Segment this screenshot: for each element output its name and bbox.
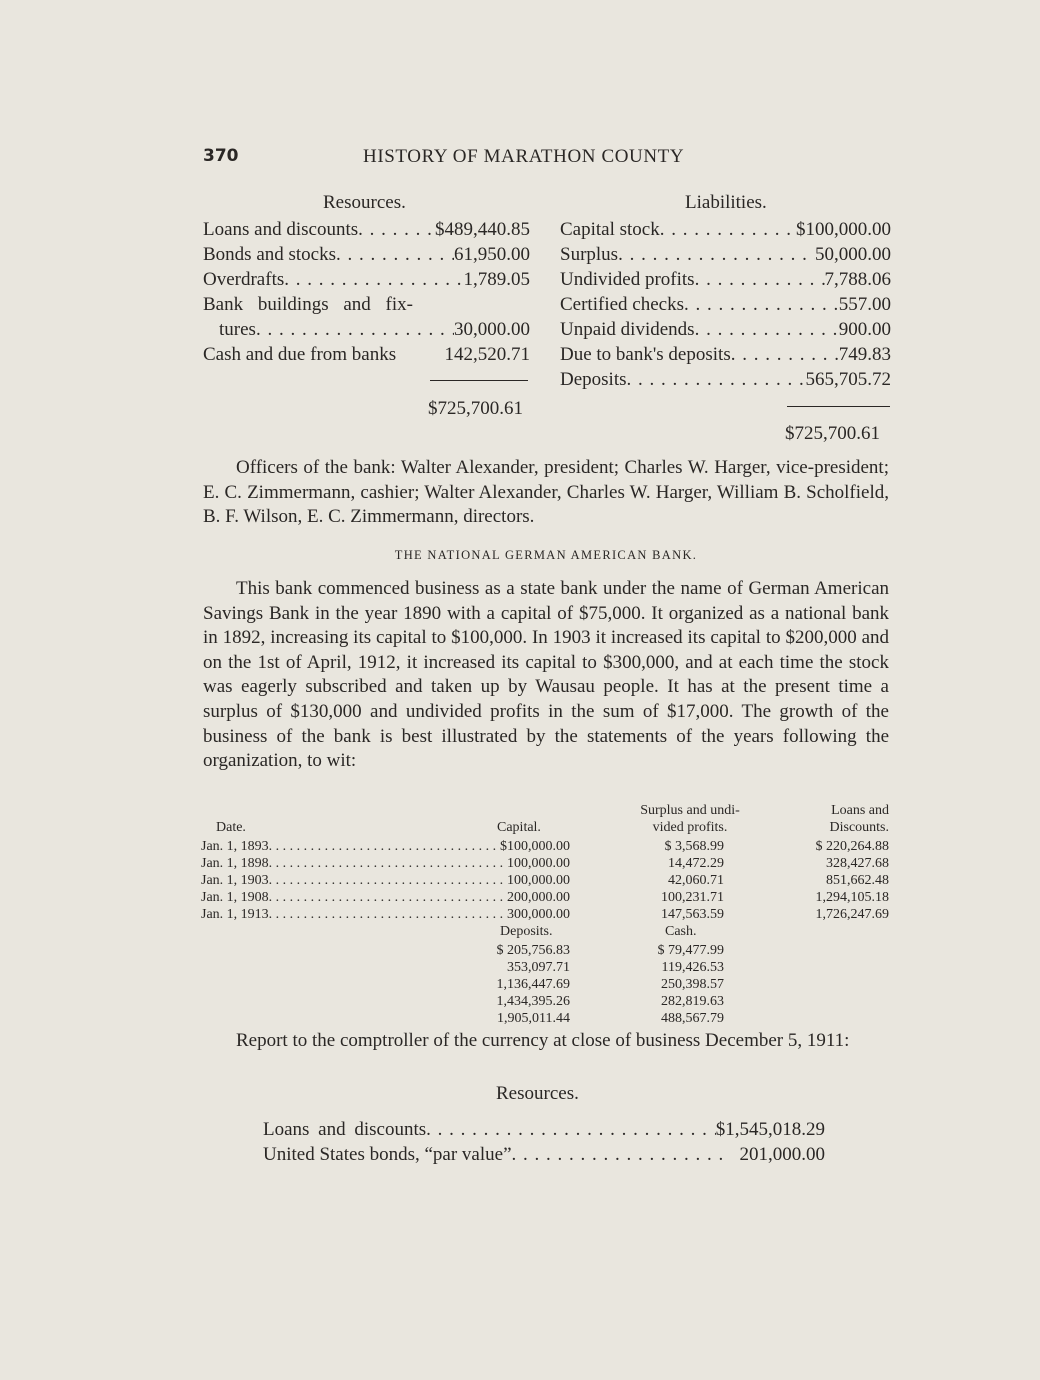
resource-row bbox=[203, 342, 530, 367]
surplus-cell: 100,231.71 bbox=[661, 890, 724, 905]
resources-total: $725,700.61 bbox=[428, 398, 523, 419]
resource-label: tures bbox=[219, 319, 256, 340]
liability-label: Deposits bbox=[560, 369, 627, 390]
liability-label: Surplus bbox=[560, 244, 619, 265]
resource-row bbox=[263, 1117, 825, 1142]
resource-row bbox=[219, 317, 530, 342]
row-date: Jan. 1, 1893 bbox=[201, 839, 269, 854]
resource-label: Cash and due from banks bbox=[203, 344, 397, 365]
row-capital: 100,000.00 bbox=[507, 856, 570, 871]
surplus-cell: $ 3,568.99 bbox=[664, 839, 724, 854]
row-date: Jan. 1, 1898 bbox=[201, 856, 269, 871]
resource-value: 1,789.05 bbox=[463, 269, 530, 290]
liability-row bbox=[560, 342, 891, 367]
row-date: Jan. 1, 1903 bbox=[201, 873, 269, 888]
cash-cell: 282,819.63 bbox=[661, 994, 724, 1009]
liability-value: $100,000.00 bbox=[796, 219, 891, 240]
resource-row bbox=[203, 267, 530, 292]
history-paragraph bbox=[203, 577, 889, 774]
table-row bbox=[201, 906, 570, 923]
loans-cell: 851,662.48 bbox=[826, 873, 889, 888]
resource-value: 201,000.00 bbox=[739, 1144, 825, 1165]
resource-label: Bank buildings and fix- bbox=[203, 294, 413, 315]
resource-value: 61,950.00 bbox=[454, 244, 530, 265]
deposits-cell: $ 205,756.83 bbox=[496, 943, 570, 958]
row-capital: 300,000.00 bbox=[507, 907, 570, 922]
liability-value: 749.83 bbox=[838, 344, 891, 365]
cash-cell: 250,398.57 bbox=[661, 977, 724, 992]
liability-label: Undivided profits bbox=[560, 269, 695, 290]
liability-value: 565,705.72 bbox=[805, 369, 891, 390]
page-number: 370 bbox=[203, 146, 239, 166]
table-row bbox=[201, 889, 570, 906]
col-header-date: Date. bbox=[216, 820, 246, 835]
surplus-cell: 42,060.71 bbox=[668, 873, 724, 888]
liability-label: Unpaid dividends bbox=[560, 319, 695, 340]
table-row bbox=[201, 855, 570, 872]
resource-label: Bonds and stocks bbox=[203, 244, 336, 265]
sum-rule bbox=[430, 380, 528, 381]
sum-rule bbox=[787, 406, 890, 407]
liability-value: 7,788.06 bbox=[824, 269, 891, 290]
history-text: This bank commenced business as a state bank under the name of German American Savings Bank in the year 1890 with a capital of $75,000. It organized as a national bank in 1892, increasing its capital to $100,000. In 1903 it increased its capital to $200,000 and on the 1st of April, 1912, it increased its capital to $300,000, and at each time the stock was eagerly subscribed and taken up by Wausau people. It has at the present time a surplus of $130,000 and undivided profits in the sum of $17,000. The growth of the business of the bank is best illustrated by the statements of the years following the organization, to wit: bbox=[203, 578, 889, 772]
resource-row bbox=[203, 242, 530, 267]
resources-heading: Resources. bbox=[323, 192, 406, 213]
report-text: Report to the comptroller of the currency at close of business December 5, 1911: bbox=[236, 1030, 850, 1051]
row-date: Jan. 1, 1908 bbox=[201, 890, 269, 905]
liability-label: Due to bank's deposits bbox=[560, 344, 731, 365]
col-header-cash: Cash. bbox=[665, 924, 697, 939]
liability-row bbox=[560, 317, 891, 342]
table-row bbox=[201, 872, 570, 889]
liability-row bbox=[560, 217, 891, 242]
report-paragraph bbox=[203, 1029, 889, 1054]
row-capital: 200,000.00 bbox=[507, 890, 570, 905]
surplus-column bbox=[620, 838, 724, 923]
loans-column bbox=[780, 838, 889, 923]
cash-cell: $ 79,477.99 bbox=[657, 943, 724, 958]
liability-label: Certified checks bbox=[560, 294, 684, 315]
resource-value: $1,545,018.29 bbox=[715, 1119, 825, 1140]
officers-text: Officers of the bank: Walter Alexander, president; Charles W. Harger, vice-president; E. C. Zimmermann, cashier; Walter Alexander, Charles W. Harger, William B. Scholfield, B. F. Wilson, E. C. Zimmermann, directors. bbox=[203, 457, 889, 528]
loans-cell: 1,726,247.69 bbox=[815, 907, 889, 922]
loans-cell: 1,294,105.18 bbox=[815, 890, 889, 905]
liability-value: 50,000.00 bbox=[815, 244, 891, 265]
loans-cell: 328,427.68 bbox=[826, 856, 889, 871]
deposits-cell: 1,136,447.69 bbox=[496, 977, 570, 992]
deposits-cell: 1,434,395.26 bbox=[496, 994, 570, 1009]
cash-cell: 488,567.79 bbox=[661, 1011, 724, 1026]
liabilities-heading: Liabilities. bbox=[685, 192, 767, 213]
resource-label: Loans and discounts bbox=[203, 219, 359, 240]
liability-row bbox=[560, 267, 891, 292]
loans-cell: $ 220,264.88 bbox=[815, 839, 889, 854]
col-header-capital: Capital. bbox=[497, 820, 541, 835]
resource-value: $489,440.85 bbox=[435, 219, 530, 240]
surplus-cell: 14,472.29 bbox=[668, 856, 724, 871]
liability-value: 557.00 bbox=[838, 294, 891, 315]
resource-label: United States bonds, “par value” bbox=[263, 1144, 512, 1165]
deposits-cell: 1,905,011.44 bbox=[497, 1011, 570, 1026]
deposits-column bbox=[470, 942, 570, 1027]
table-row bbox=[201, 838, 570, 855]
resource-label: Overdrafts bbox=[203, 269, 285, 290]
resource-row bbox=[203, 292, 530, 317]
resource-row bbox=[203, 217, 530, 242]
row-date: Jan. 1, 1913 bbox=[201, 907, 269, 922]
surplus-cell: 147,563.59 bbox=[661, 907, 724, 922]
resource-label: Loans and discounts bbox=[263, 1119, 427, 1140]
col-header-deposits: Deposits. bbox=[500, 924, 553, 939]
resource-row bbox=[263, 1142, 825, 1167]
liability-row bbox=[560, 367, 891, 392]
resource-value: 142,520.71 bbox=[444, 344, 530, 365]
cash-cell: 119,426.53 bbox=[661, 960, 724, 975]
col-header-loans-1: Loans and bbox=[831, 803, 889, 818]
col-header-loans-2: Discounts. bbox=[829, 820, 889, 835]
col-header-surplus-1: Surplus and undi- bbox=[640, 803, 740, 818]
liability-value: 900.00 bbox=[838, 319, 891, 340]
resource-value: 30,000.00 bbox=[454, 319, 530, 340]
row-capital: $100,000.00 bbox=[500, 839, 570, 854]
section-heading: THE NATIONAL GERMAN AMERICAN BANK. bbox=[394, 548, 698, 562]
deposits-cell: 353,097.71 bbox=[507, 960, 570, 975]
resources-heading-2: Resources. bbox=[496, 1083, 579, 1104]
cash-column bbox=[630, 942, 724, 1027]
officers-paragraph bbox=[203, 456, 889, 530]
liability-row bbox=[560, 242, 891, 267]
col-header-surplus-2: vided profits. bbox=[652, 820, 728, 835]
liabilities-total: $725,700.61 bbox=[785, 423, 880, 444]
running-title: HISTORY OF MARATHON COUNTY bbox=[363, 146, 685, 167]
liability-label: Capital stock bbox=[560, 219, 660, 240]
liability-row bbox=[560, 292, 891, 317]
row-capital: 100,000.00 bbox=[507, 873, 570, 888]
